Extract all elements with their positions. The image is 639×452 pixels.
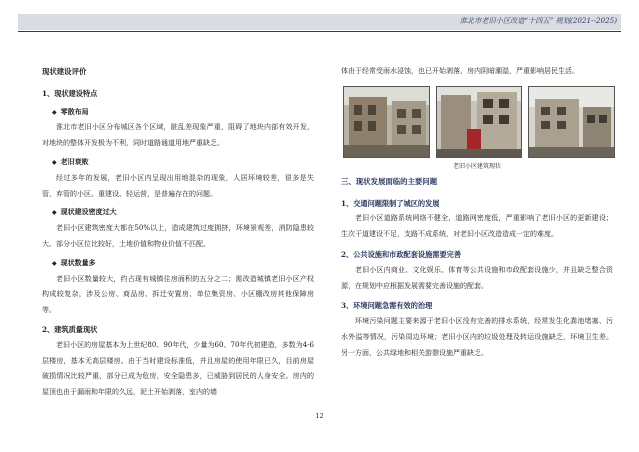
left-column: [42, 64, 314, 401]
continuation-text: 体由于经常受雨水浸蚀，也已开始剥落，房内阴暗潮湿，严重影响居民生活。: [341, 67, 579, 75]
photo-old-building-1: [343, 86, 430, 158]
item-text: 淮北市老旧小区分布城区各个区域，脏乱差现象严重，阻碍了地块内部有效开发，对地块的整体开发极为不利，同时道路通道用地严重缺乏。: [42, 123, 314, 148]
triangle-bullet-icon: ◆: [52, 259, 57, 267]
item-title: ◆ 零散布局: [52, 106, 89, 116]
item-title: ◆ 现状数量多: [52, 257, 96, 267]
item-text: 经过多年的发展，老旧小区内呈现出用地混杂的现象，人居环境较差，很多是失管、弃管的小区。重建设、轻运营，是普遍存在的问题。: [42, 173, 314, 198]
issue-text: 环境污染问题主要来源于老旧小区没有完善的排水系统，经常发生化粪池堵塞、污水外溢等情况，污染周边环境；老旧小区内的垃圾处理及转运设施缺乏，环境卫生差。另一方面，公共绿地和相关游憩设施严重缺乏。: [341, 317, 613, 357]
section-heading-issues: 三、现状发展面临的主要问题: [341, 176, 438, 186]
subsection-title-2: 2、建筑质量现状: [42, 324, 98, 334]
item-title: ◆ 老旧衰败: [52, 156, 89, 166]
photo-old-building-3: [528, 86, 615, 158]
triangle-bullet-icon: ◆: [52, 158, 57, 166]
triangle-bullet-icon: ◆: [52, 108, 57, 116]
page-number: 12: [315, 412, 324, 420]
header-rule: [18, 31, 621, 32]
item-title: ◆ 现状建设密度过大: [52, 207, 117, 217]
item-text: 老旧小区建筑密度大都在50%以上，造成建筑过度拥挤，环境景观差，消防隐患较大。部分小区位比较好，土地价值和物业价值不匹配。: [42, 224, 314, 248]
building-quality-text: 老旧小区的房屋基本为上世纪80、90年代，少量为60、70年代初建造，多数为4-6层楼房，基本无高层楼房。由于当时建设标准低，并且房屋的使用年限已久，目前房屋破损情况比较严重，部分已成为危房，安全隐患多，已威胁到居民的人身安全。房内的屋顶也由于漏雨和年限的久远，泥土开始剥落，室内的墙: [42, 340, 314, 397]
photo-old-building-2: [436, 86, 522, 158]
issue-text: 老旧小区道路系统网络不健全，道路网密度低，严重影响了老旧小区的更新建设；生次干道建设不足，支路不成系统，对老旧小区改造造成一定的难度。: [341, 214, 613, 239]
issue-title: 1、交通问题限制了城区的发展: [341, 198, 440, 208]
section-heading: 现状建设评价: [42, 67, 87, 76]
item-text: 老旧小区数量较大，约占现有城镇住房面积的五分之二；需改造城镇老旧小区产权构成较复杂，涉及公房、商品房、拆迁安置房、单位集资房、小区棚改房其他保障房等。: [42, 274, 314, 315]
issue-text: 老旧小区内商业、文化娱乐、体育等公共设施和市政配套设施少，并且缺乏整合资源，在规划中应根据发展需要完善设施的配套。: [341, 265, 613, 290]
issue-title: 3、环境问题急需有效的治理: [341, 301, 433, 311]
photo-strip: [341, 86, 613, 172]
subsection-title-1: 1、现状建设特点: [42, 88, 98, 98]
triangle-bullet-icon: ◆: [52, 209, 57, 217]
photo-caption: 老旧小区建筑现状: [452, 162, 501, 170]
header-title: 淮北市老旧小区改造“十四五” 规划(2021--2025): [459, 16, 617, 25]
right-column: [341, 64, 613, 362]
issue-title: 2、公共设施和市政配套设施需要完善: [341, 249, 462, 259]
